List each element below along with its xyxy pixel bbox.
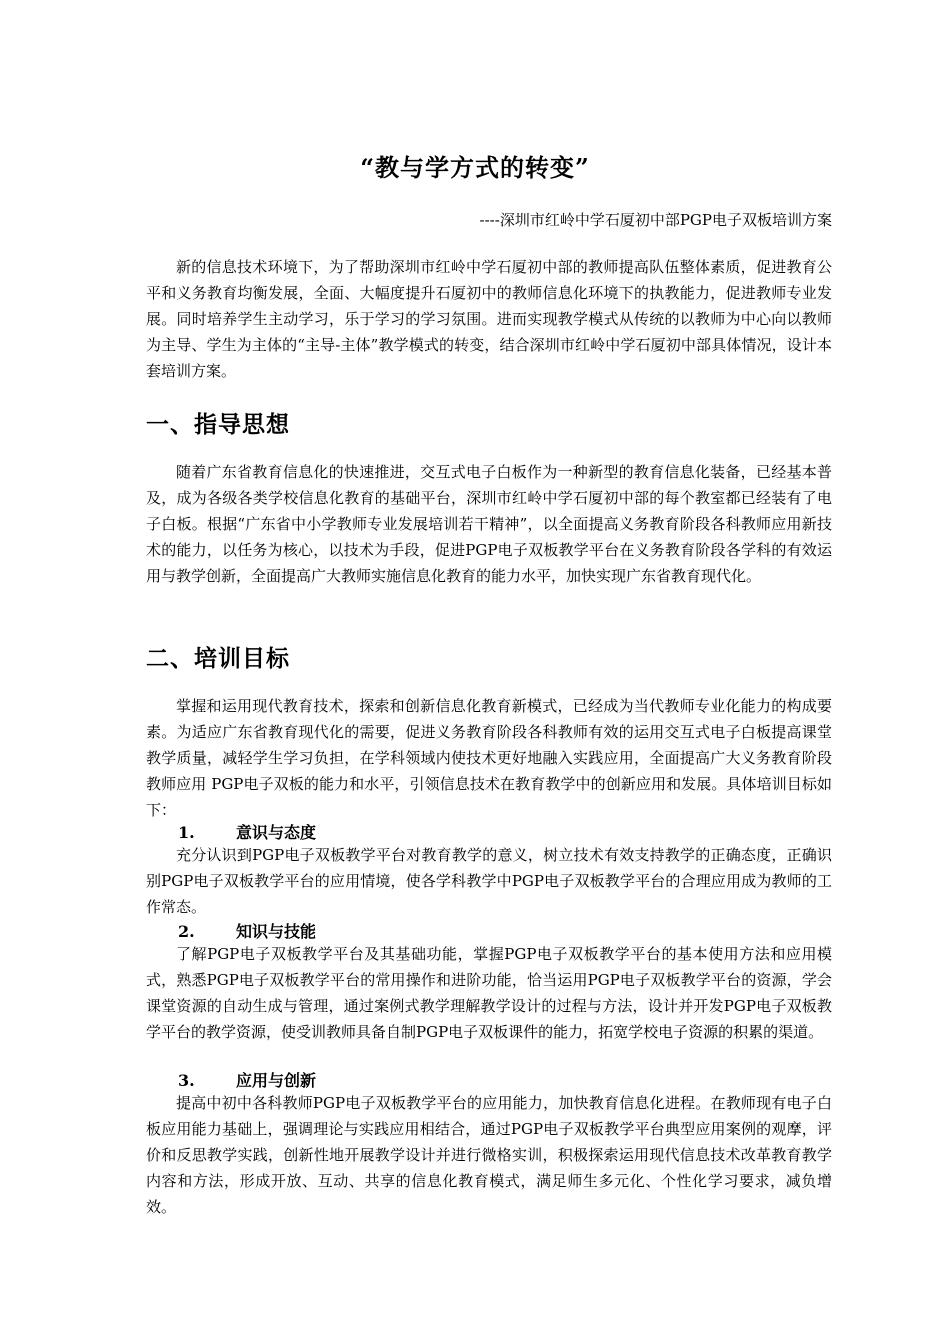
section-heading-guiding-thought: 一、指导思想	[146, 411, 290, 438]
goal-heading-knowledge	[178, 919, 316, 942]
section-heading-training-goals: 二、培训目标	[146, 645, 290, 672]
goal-title: 知识与技能	[236, 922, 317, 941]
goal-heading-innovation	[178, 1068, 316, 1091]
goal-heading-awareness	[178, 820, 316, 843]
page-subtitle: ----深圳市红岭中学石厦初中部PGP电子双板培训方案	[479, 211, 832, 229]
goal-number: 2.	[178, 922, 195, 941]
section-body-guiding-thought: 随着广东省教育信息化的快速推进，交互式电子白板作为一种新型的教育信息化装备，已经基本普及，成为各级各类学校信息化教育的基础平台，深圳市红岭中学石厦初中部的每个教室都已经装有了电子白板。根据“广东省中小学教师专业发展培训若干精神”，以全面提高义务教育阶段各科教师应用新技术的能力，以任务为核心，以技术为手段，促进PGP电子双板教学平台在义务教育阶段各学科的有效运用与教学创新，全面提高广大教师实施信息化教育的能力水平，加快实现广东省教育现代化。	[146, 463, 832, 585]
goal-body-innovation: 提高中初中各科教师PGP电子双板教学平台的应用能力，加快教育信息化进程。在教师现有电子白板应用能力基础上，强调理论与实践应用相结合，通过PGP电子双板教学平台典型应用案例的观摩，评价和反思教学实践，创新性地开展教学设计并进行微格实训，积极探索运用现代信息技术改革教育教学内容和方法，形成开放、互动、共享的信息化教育模式，满足师生多元化、个性化学习要求，减负增效。	[146, 1094, 832, 1216]
goal-body-knowledge: 了解PGP电子双板教学平台及其基础功能，掌握PGP电子双板教学平台的基本使用方法和应用模式，熟悉PGP电子双板教学平台的常用操作和进阶功能，恰当运用PGP电子双板教学平台的资源，学会课堂资源的自动生成与管理，通过案例式教学理解教学设计的过程与方法，设计并开发PGP电子双板教学平台的教学资源，使受训教师具备自制PGP电子双板课件的能力，拓宽学校电子资源的积累的渠道。	[146, 945, 832, 1041]
goal-number: 3.	[178, 1071, 195, 1090]
intro-paragraph: 新的信息技术环境下，为了帮助深圳市红岭中学石厦初中部的教师提高队伍整体素质，促进教育公平和义务教育均衡发展，全面、大幅度提升石厦初中的教师信息化环境下的执教能力，促进教师专业发展。同时培养学生主动学习，乐于学习的学习氛围。进而实现教学模式从传统的以教师为中心向以教师为主导、学生为主体的“主导-主体”教学模式的转变，结合深圳市红岭中学石厦初中部具体情况，设计本套培训方案。	[146, 258, 832, 380]
goal-body-awareness: 充分认识到PGP电子双板教学平台对教育教学的意义，树立技术有效支持教学的正确态度，正确识别PGP电子双板教学平台的应用情境，使各学科教学中PGP电子双板教学平台的合理应用成为教师的工作常态。	[146, 846, 832, 916]
goal-title: 应用与创新	[236, 1071, 317, 1090]
page-title: “教与学方式的转变”	[360, 153, 590, 182]
goal-number: 1.	[178, 823, 195, 842]
goal-title: 意识与态度	[236, 823, 317, 842]
section-body-training-goals: 掌握和运用现代教育技术，探索和创新信息化教育新模式，已经成为当代教师专业化能力的构成要素。为适应广东省教育现代化的需要，促进义务教育阶段各科教师有效的运用交互式电子白板提高课堂教学质量，减轻学生学习负担，在学科领域内使技术更好地融入实践应用，全面提高广大义务教育阶段教师应用 PGP电子双板的能力和水平，引领信息技术在教育教学中的创新应用和发展。具体培训目标如下：	[146, 697, 832, 819]
